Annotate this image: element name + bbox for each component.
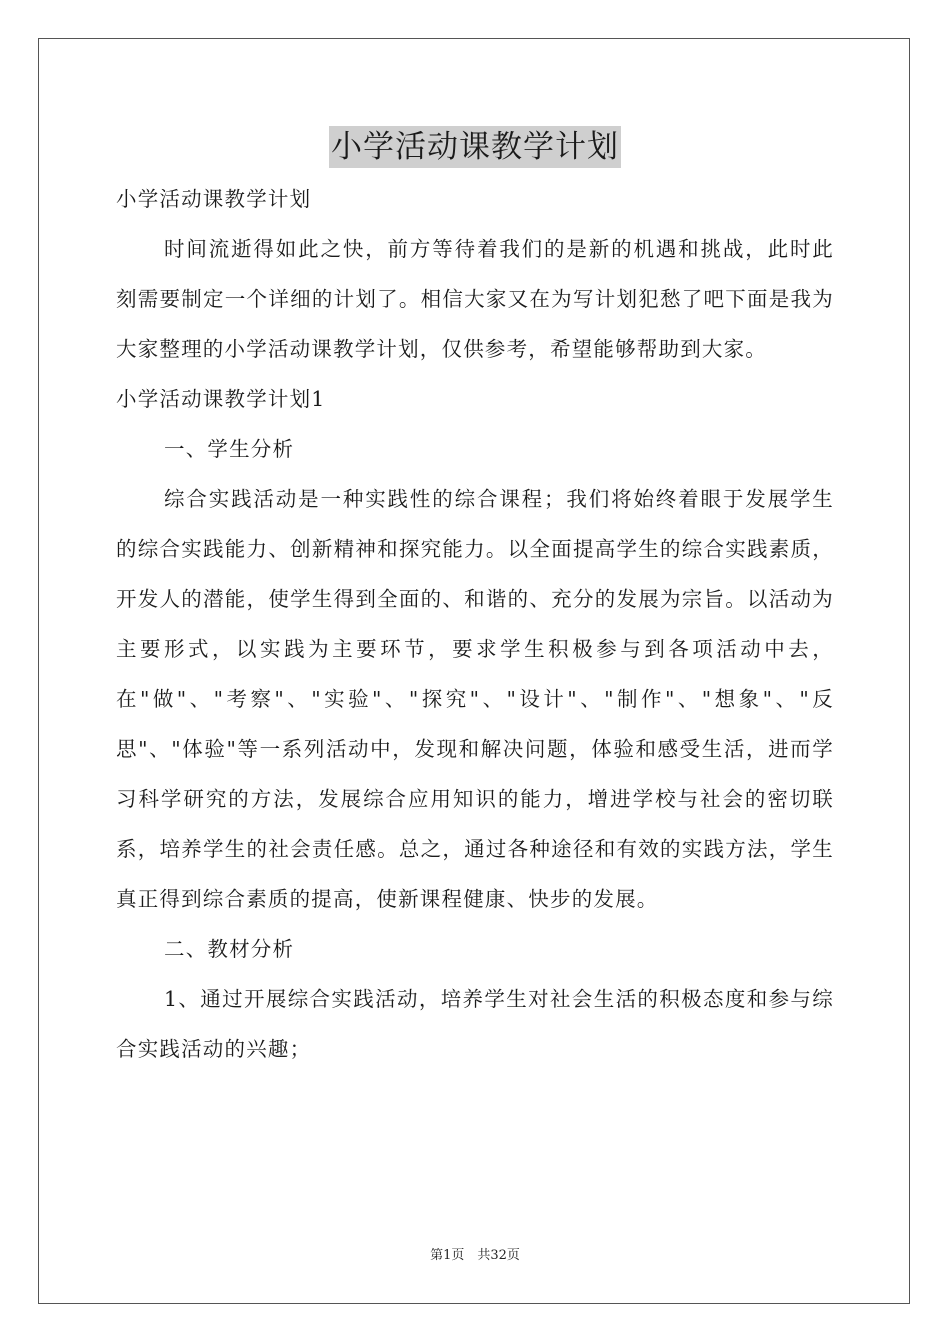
paragraph-heading-material-analysis: 二、教材分析 (164, 937, 295, 961)
title-wrapper (0, 126, 950, 168)
paragraph-section-heading: 小学活动课教学计划1 (116, 387, 326, 411)
paragraph-heading-student-analysis: 一、学生分析 (164, 437, 295, 461)
document-body (116, 174, 834, 1074)
paragraph-intro: 时间流逝得如此之快，前方等待着我们的是新的机遇和挑战，此时此刻需要制定一个详细的计划了。相信大家又在为写计划犯愁了吧下面是我为大家整理的小学活动课教学计划，仅供参考，希望能够帮助到大家。 (116, 237, 834, 361)
paragraph-subtitle: 小学活动课教学计划 (116, 187, 312, 211)
paragraph-student-analysis: 综合实践活动是一种实践性的综合课程；我们将始终着眼于发展学生的综合实践能力、创新精神和探究能力。以全面提高学生的综合实践素质，开发人的潜能，使学生得到全面的、和谐的、充分的发展为宗旨。以活动为主要形式，以实践为主要环节，要求学生积极参与到各项活动中去，在"做"、"考察"、"实验"、"探究"、"设计"、"制作"、"想象"、"反思"、"体验"等一系列活动中，发现和解决问题，体验和感受生活，进而学习科学研究的方法，发展综合应用知识的能力，增进学校与社会的密切联系，培养学生的社会责任感。总之，通过各种途径和有效的实践方法，学生真正得到综合素质的提高，使新课程健康、快步的发展。 (116, 487, 834, 911)
paragraph-material-item-1: 1、通过开展综合实践活动，培养学生对社会生活的积极态度和参与综合实践活动的兴趣； (116, 987, 834, 1061)
page-footer: 第1页 共32页 (430, 1248, 520, 1263)
document-title: 小学活动课教学计划 (329, 126, 621, 168)
